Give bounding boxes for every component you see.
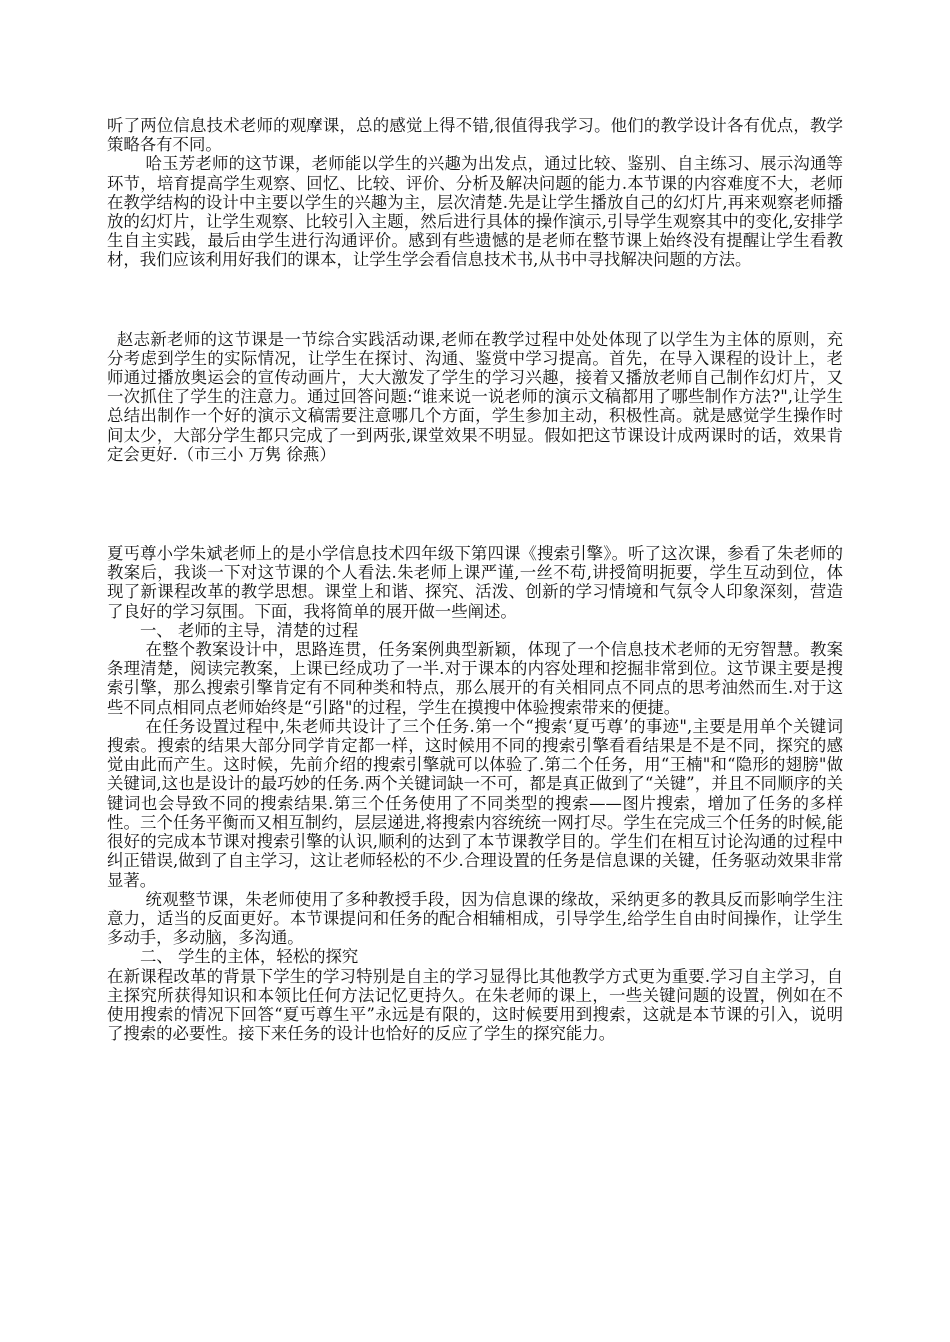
document-page [107,116,843,1043]
paragraph-task-setup: 在任务设置过程中,朱老师共设计了三个任务.第一个“搜索‘夏丐尊’的事迹",主要是用单个关键词搜索。搜索的结果大部分同学肯定都一样，这时候用不同的搜索引擎看看结果是不是不同，探究的感觉由此而产生。这时候，先前介绍的搜索引擎就可以体验了.第二个任务，用“王楠"和“隐形的翅膀"做关键词,这也是设计的最巧妙的任务.两个关键词缺一不可，都是真正做到了“关键”，并且不同顺序的关键词也会导致不同的搜索结果.第三个任务使用了不同类型的搜索——图片搜索，增加了任务的多样性。三个任务平衡而又相互制约，层层递进,将搜索内容统统一网打尽。学生在完成三个任务的时候,能很好的完成本节课对搜索引擎的认识,顺利的达到了本节课教学目的。学生们在相互讨论沟通的过程中纠正错误,做到了自主学习，这让老师轻松的不少.合理设置的任务是信息课的关键，任务驱动效果非常显著。 [107,716,843,890]
paragraph-teacher-zhao: 赵志新老师的这节课是一节综合实践活动课,老师在教学过程中处处体现了以学生为主体的原则，充分考虑到学生的实际情况，让学生在探讨、沟通、鉴赏中学习提高。首先，在导入课程的设计上，老师通过播放奥运会的宣传动画片，大大激发了学生的学习兴趣，接着又播放老师自己制作幻灯片，又一次抓住了学生的注意力。通过回答问题:“谁来说一说老师的演示文稿都用了哪些制作方法?",让学生总结出制作一个好的演示文稿需要注意哪几个方面，学生参加主动，积极性高。就是感觉学生操作时间太少，大部分学生都只完成了一到两张,课堂效果不明显。假如把这节课设计成两课时的话，效果肯定会更好.（市三小 万隽 徐燕） [107,329,843,464]
spacer [107,464,843,544]
paragraph-teacher-ha: 哈玉芳老师的这节课，老师能以学生的兴趣为出发点，通过比较、鉴别、自主练习、展示沟通等环节，培育提高学生观察、回忆、比较、评价、分析及解决问题的能力.本节课的内容难度不大，老师在教学结构的设计中主要以学生的兴趣为主，层次清楚.先是让学生播放自己的幻灯片,再来观察老师播放的幻灯片，让学生观察、比较引入主题，然后进行具体的操作演示,引导学生观察其中的变化,安排学生自主实践，最后由学生进行沟通评价。感到有些遗憾的是老师在整节课上始终没有提醒让学生看教材，我们应该利用好我们的课本，让学生学会看信息技术书,从书中寻找解决问题的方法。 [107,154,843,270]
paragraph-teacher-zhu-intro: 夏丐尊小学朱斌老师上的是小学信息技术四年级下第四课《搜索引擎》。听了这次课，参看了朱老师的教案后，我谈一下对这节课的个人看法.朱老师上课严谨,一丝不苟,讲授简明扼要，学生互动到位，体现了新课程改革的教学思想。课堂上和谐、探究、活泼、创新的学习情境和气氛令人印象深刻，营造了良好的学习氛围。下面，我将简单的展开做一些阐述。 [107,544,843,621]
paragraph-intro-observation: 听了两位信息技术老师的观摩课，总的感觉上得不错,很值得我学习。他们的教学设计各有优点，教学策略各有不同。 [107,116,843,155]
spacer [107,270,843,330]
paragraph-student-exploration: 在新课程改革的背景下学生的学习特别是自主的学习显得比其他教学方式更为重要.学习自主学习，自主探究所获得知识和本领比任何方法记忆更持久。在朱老师的课上，一些关键问题的设置，例如在不使用搜索的情况下回答“夏丐尊生平”永远是有限的，这时候要用到搜索，这就是本节课的引入，说明了搜索的必要性。接下来任务的设计也恰好的反应了学生的探究能力。 [107,966,843,1044]
section-heading-student-centered: 二、 学生的主体，轻松的探究 [140,947,359,967]
section-heading-teacher-led: 一、 老师的主导，清楚的过程 [140,620,359,640]
paragraph-teaching-methods: 统观整节课，朱老师使用了多种教授手段，因为信息课的缘故，采纳更多的教具反而影响学生注意力，适当的反面更好。本节课提问和任务的配合相辅相成，引导学生,给学生自由时间操作，让学生多动手，多动脑，多沟通。 [107,889,843,948]
paragraph-lesson-design: 在整个教案设计中，思路连贯，任务案例典型新颖，体现了一个信息技术老师的无穷智慧。教案条理清楚，阅读完教案，上课已经成功了一半.对于课本的内容处理和挖掘非常到位。这节课主要是搜索引擎，那么搜索引擎肯定有不同种类和特点，那么展开的有关相同点不同点的思考油然而生.对于这些不同点相同点老师始终是“引路"的过程，学生在摸搜中体验搜索带来的便捷。 [107,640,843,717]
